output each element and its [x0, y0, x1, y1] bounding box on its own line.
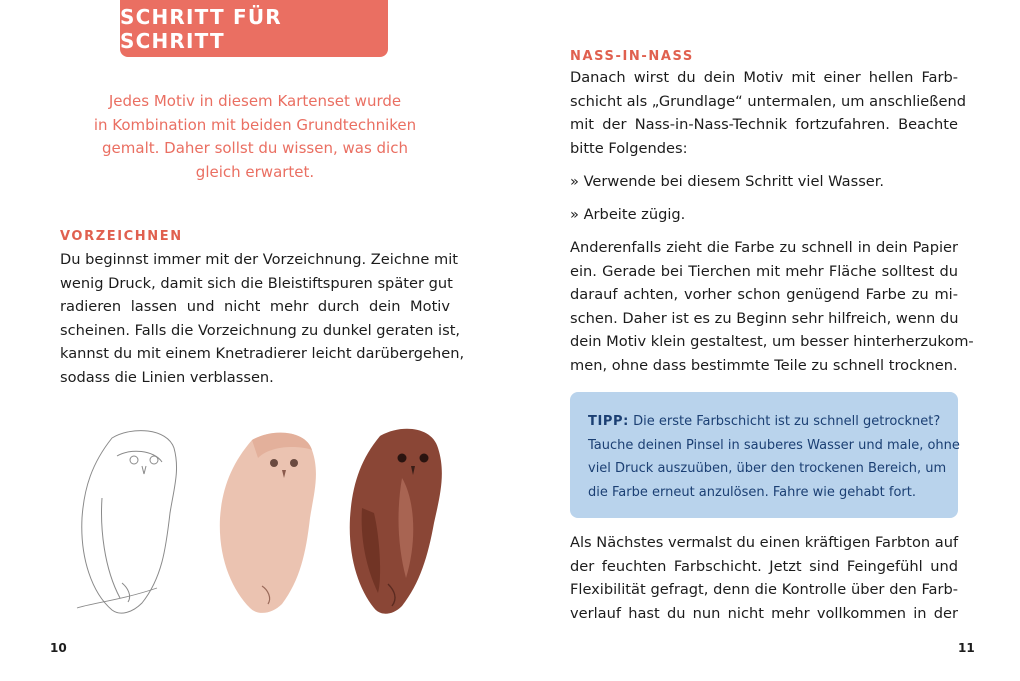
body-line: Als Nächstes vermalst du einen kräftigen Farbton auf	[570, 534, 959, 551]
body-line: scheinen. Falls die Vorzeichnung zu dunkel geraten ist,	[60, 321, 461, 339]
body-line: bitte Folgendes:	[570, 139, 688, 157]
page-number-right: 11	[958, 641, 975, 655]
paragraph-3	[570, 531, 958, 625]
section-heading-vorzeichnen: VORZEICHNEN	[60, 229, 183, 244]
intro-text	[80, 90, 430, 184]
section-body-vorzeichnen	[60, 248, 465, 389]
bullet-item: » Verwende bei diesem Schritt viel Wasser.	[570, 173, 885, 190]
owl-light-wash	[220, 433, 316, 613]
body-line: Danach wirst du dein Motiv mit einer hellen Farb-	[570, 69, 958, 86]
tip-label: TIPP:	[588, 414, 629, 429]
body-line: schen. Daher ist es zu Beginn sehr hilfreich, wenn du	[570, 309, 959, 327]
paragraph-1	[570, 66, 966, 160]
tip-box	[570, 392, 958, 518]
body-line: men, ohne dass bestimmte Teile zu schnell trocknen.	[570, 356, 958, 374]
body-line: verlauf hast du nun nicht mehr vollkommen in der	[570, 604, 958, 622]
body-line: Flexibilität gefragt, denn die Kontrolle über den Farb-	[570, 581, 958, 598]
tip-line: die Farbe erneut anzulösen. Fahre wie gehabt fort.	[588, 484, 916, 500]
body-line: mit der Nass-in-Nass-Technik fortzufahren. Beachte	[570, 116, 958, 133]
body-line: radieren lassen und nicht mehr durch dein Motiv	[60, 298, 450, 315]
tip-line	[588, 410, 948, 434]
body-line: sodass die Linien verblassen.	[60, 368, 274, 386]
right-page	[510, 0, 1020, 681]
body-line: kannst du mit einem Knetradierer leicht darübergehen,	[60, 345, 465, 362]
owl-dark-wash	[350, 429, 442, 614]
intro-line: Jedes Motiv in diesem Kartenset wurde	[108, 92, 402, 110]
owl-illustration	[62, 418, 462, 628]
intro-line: in Kombination mit beiden Grundtechniken	[93, 115, 417, 134]
page-number-left: 10	[50, 641, 67, 655]
paragraph-2	[570, 236, 974, 377]
page-title: SCHRITT FÜR SCHRITT	[120, 4, 282, 53]
body-line: Du beginnst immer mit der Vorzeichnung. Zeichne mit	[60, 251, 458, 268]
intro-line: gleich erwartet.	[195, 162, 315, 181]
tip-line: viel Druck auszuüben, über den trockenen Bereich, um	[588, 461, 947, 476]
body-line: Anderenfalls zieht die Farbe zu schnell in dein Papier	[570, 239, 958, 256]
bullet-item: » Arbeite zügig.	[570, 206, 686, 223]
body-line: der feuchten Farbschicht. Jetzt sind Feingefühl und	[570, 557, 958, 575]
body-line: ein. Gerade bei Tierchen mit mehr Fläche solltest du	[570, 262, 958, 280]
body-line: wenig Druck, damit sich die Bleistiftspuren später gut	[60, 274, 453, 292]
owl-sketch	[77, 431, 177, 614]
body-line: dein Motiv klein gestaltest, um besser hinterherzukom-	[570, 333, 974, 350]
tip-line: Tauche deinen Pinsel in sauberes Wasser und male, ohne	[588, 437, 960, 453]
tip-first-line: Die erste Farbschicht ist zu schnell getrocknet?	[633, 414, 941, 429]
body-line: darauf achten, vorher schon genügend Farbe zu mi-	[570, 286, 958, 303]
section-heading-nass-in-nass: NASS-IN-NASS	[570, 49, 694, 64]
body-line: schicht als „Grundlage“ untermalen, um anschließend	[570, 92, 966, 110]
tip-text	[588, 410, 960, 504]
title-banner	[120, 0, 388, 57]
intro-line: gemalt. Daher sollst du wissen, was dich	[102, 139, 408, 157]
